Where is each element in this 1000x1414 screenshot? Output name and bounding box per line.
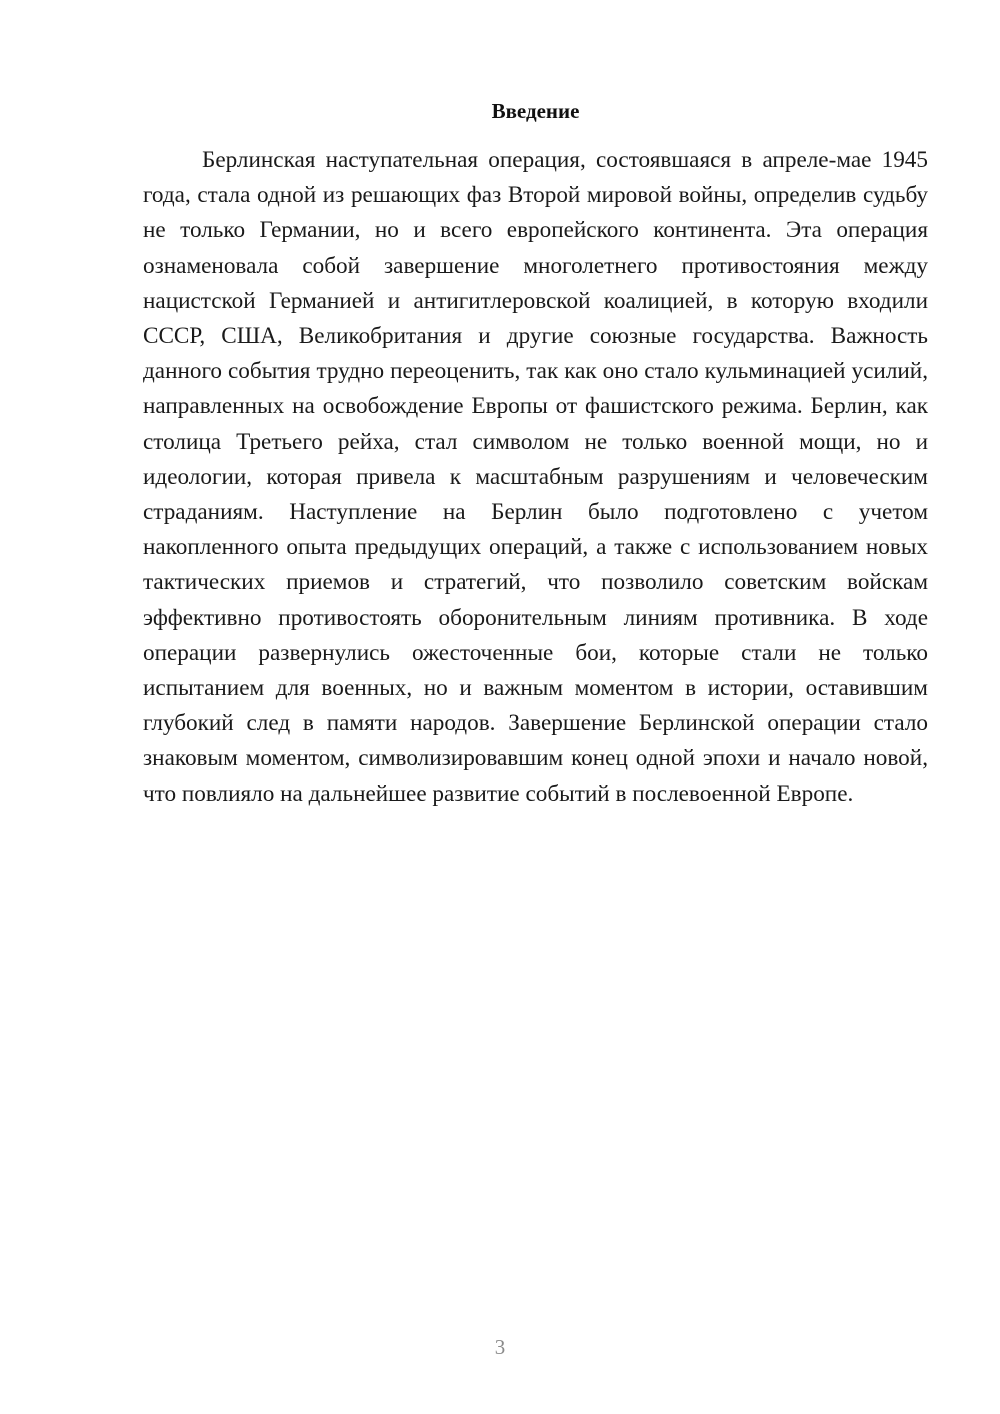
section-heading: Введение xyxy=(491,99,580,123)
page-number: 3 xyxy=(494,1335,506,1359)
body-paragraph: Берлинская наступательная операция, состоявшаяся в апреле-мае 1945 года, стала одной из решающих фаз Второй мировой войны, определив судьбу не только Германии, но и всего европейского континента. Эта операция ознаменовала собой завершение многолетнего противостояния между нацистской Германией и антигитлеровской коалицией, в которую входили СССР, США, Великобритания и другие союзные государства. Важность данного события трудно переоценить, так как оно стало кульминацией усилий, направленных на освобождение Европы от фашистского режима. Берлин, как столица Третьего рейха, стал символом не только военной мощи, но и идеологии, которая привела к масштабным разрушениям и человеческим страданиям. Наступление на Берлин было подготовлено с учетом накопленного опыта предыдущих операций, а также с использованием новых тактических приемов и стратегий, что позволило советским войскам эффективно противостоять оборонительным линиям противника. В ходе операции развернулись ожесточенные бои, которые стали не только испытанием для военных, но и важным моментом в истории, оставившим глубокий след в памяти народов. Завершение Берлинской операции стало знаковым моментом, символизировавшим конец одной эпохи и начало новой, что повлияло на дальнейшее развитие событий в послевоенной Европе. xyxy=(143,147,928,807)
